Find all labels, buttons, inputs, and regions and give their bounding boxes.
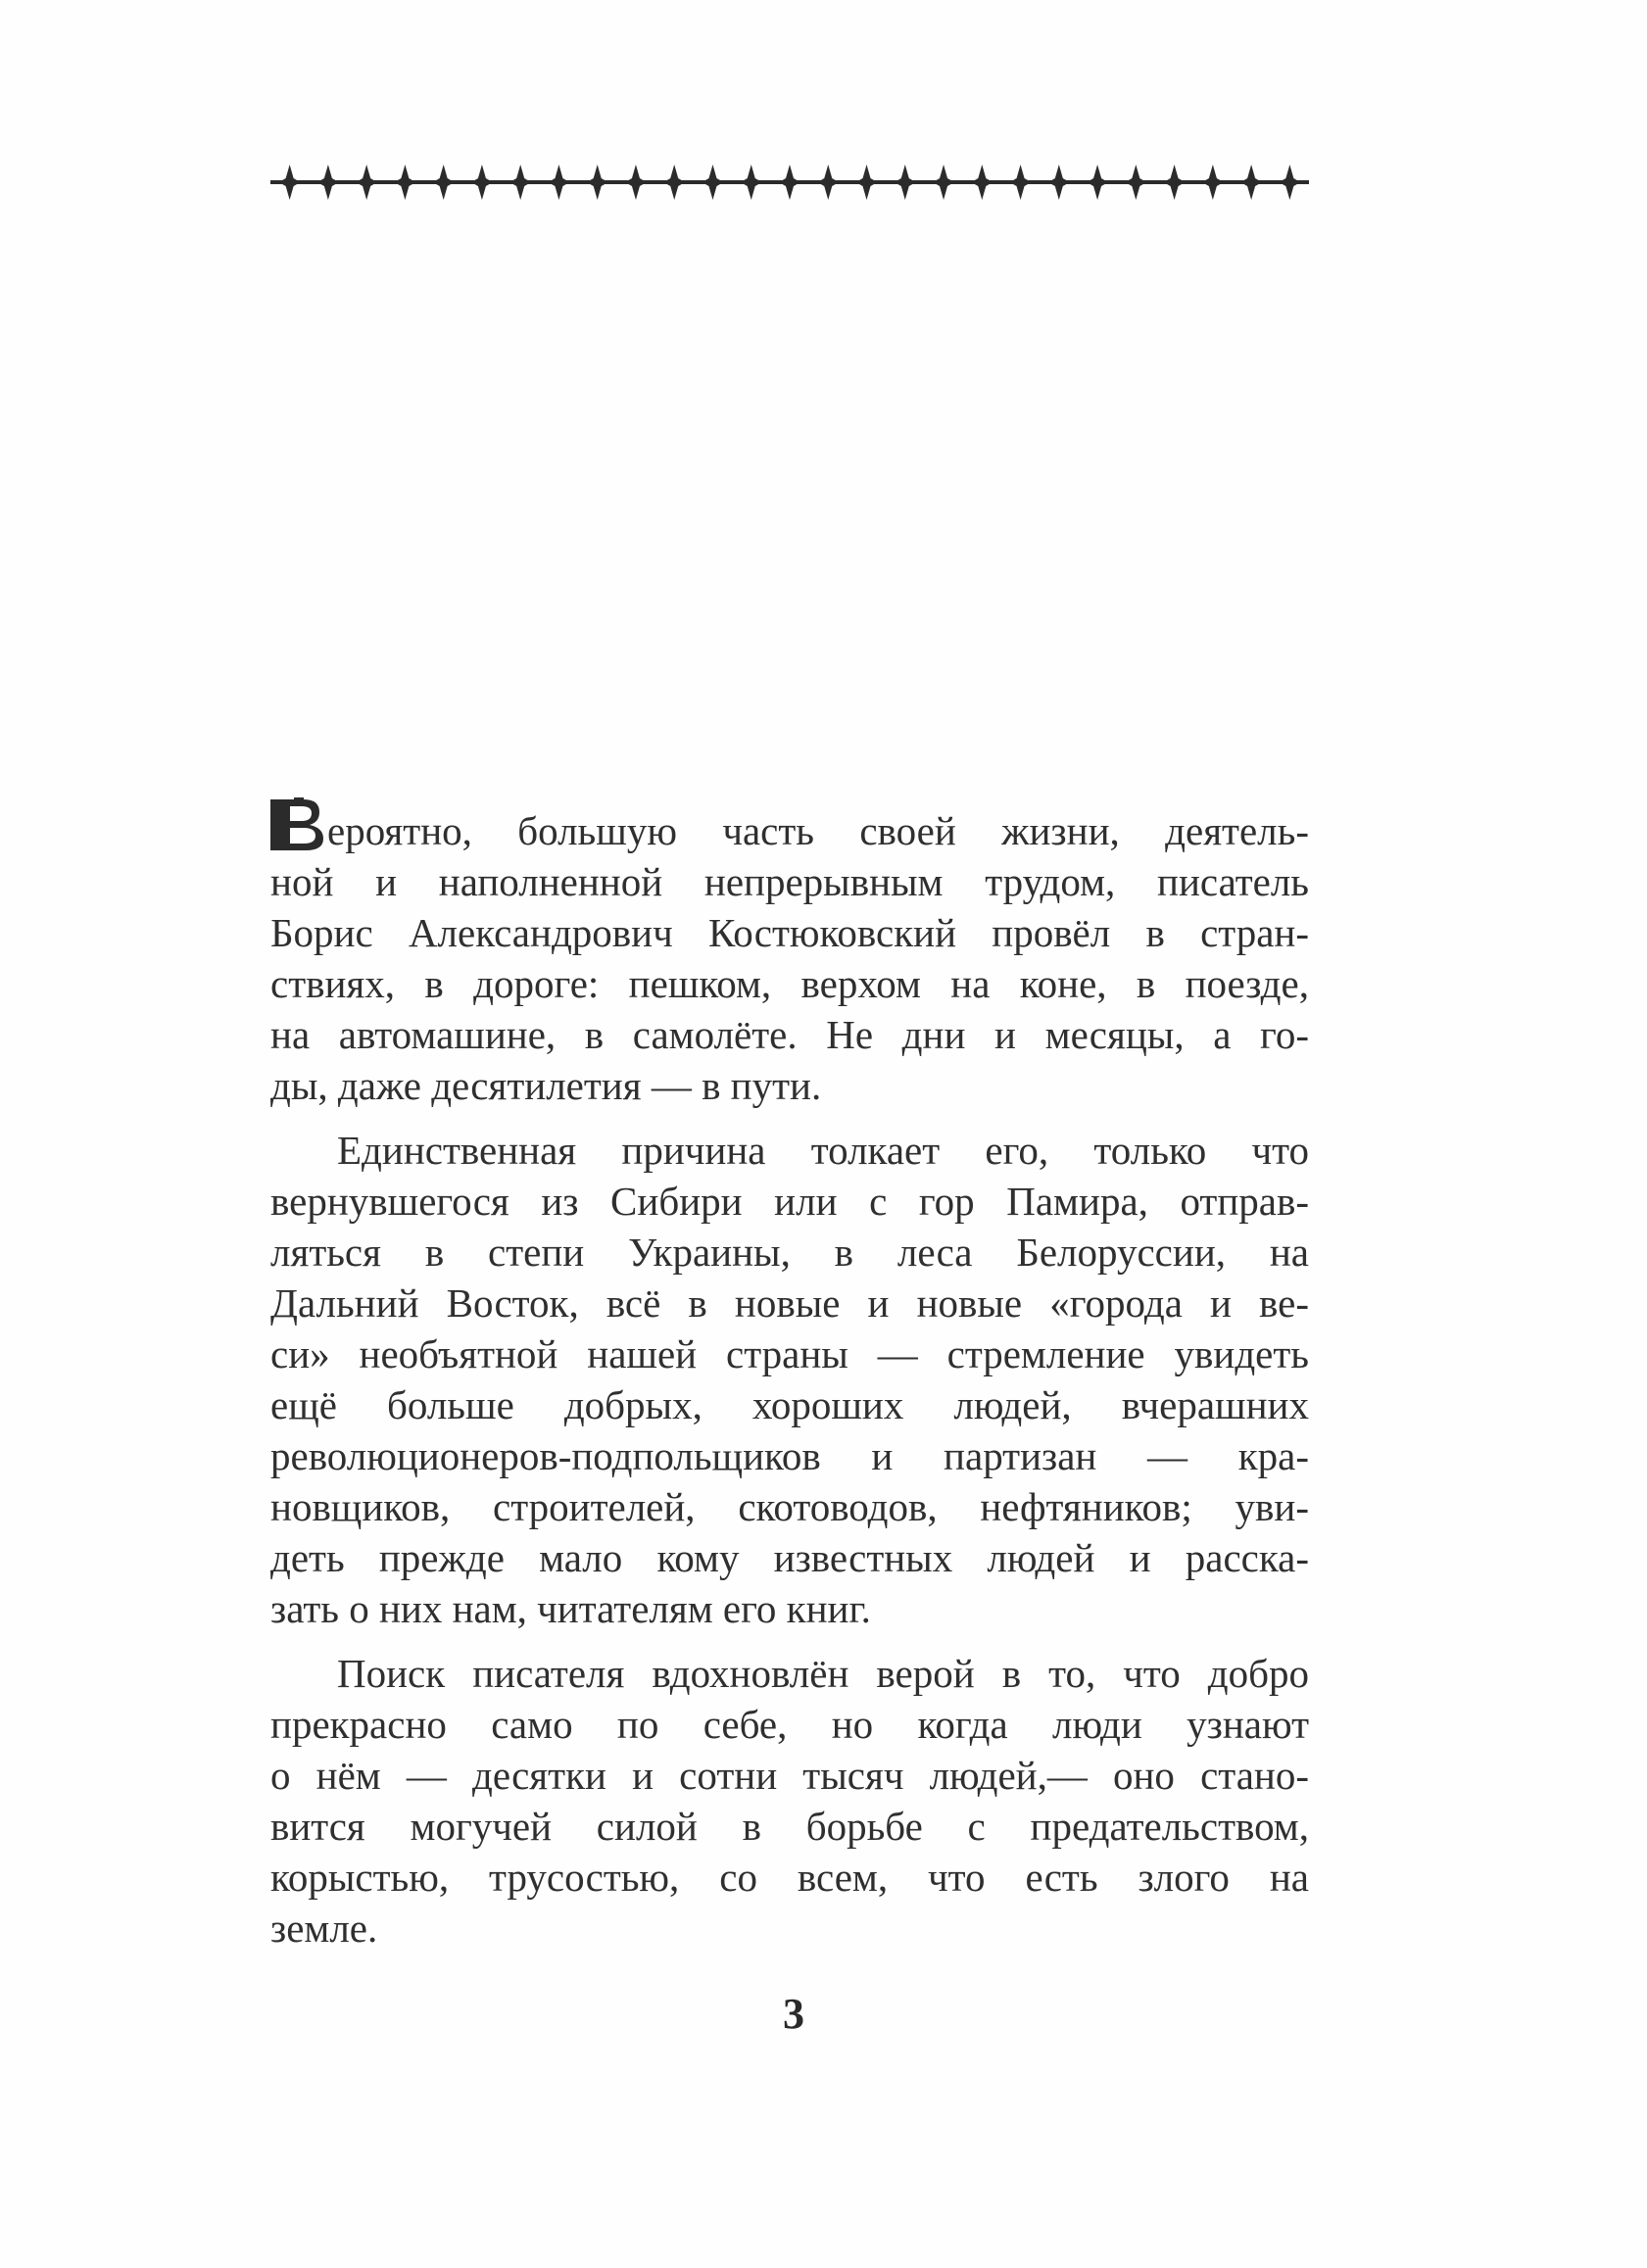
article-text [270, 797, 1309, 1954]
text-line: корыстью, трусостью, со всем, что есть злого на [270, 1855, 1309, 1900]
ornament-diamond-icon [1087, 165, 1108, 200]
page-number: 3 [783, 1990, 804, 2038]
ornament-diamond-icon [471, 165, 493, 200]
ornament-diamond-icon [1240, 165, 1262, 200]
diamond-cross-border-icon [270, 161, 1309, 204]
ornament-diamond-icon [779, 165, 800, 200]
ornament-diamond-icon [817, 165, 839, 200]
ornament-diamond-icon [1125, 165, 1146, 200]
ornament-diamond-icon [663, 165, 685, 200]
ornament-diamond-icon [895, 165, 916, 200]
ornament-diamond-icon [1010, 165, 1032, 200]
ornament-diamond-icon [1164, 165, 1186, 200]
text-line: ды, даже десятилетия — в пути. [270, 1063, 822, 1108]
ornament-diamond-icon [1048, 165, 1070, 200]
ornament-diamond-icon [933, 165, 954, 200]
ornament-diamond-icon [1279, 165, 1300, 200]
ornament-diamond-icon [509, 165, 531, 200]
text-line [270, 797, 1309, 856]
text-line: ной и наполненной непрерывным трудом, писатель [270, 859, 1309, 904]
text-line: новщиков, строителей, скотоводов, нефтяников; уви- [270, 1484, 1309, 1529]
ornament-diamond-icon [433, 165, 455, 200]
text-line: ляться в степи Украины, в леса Белоруссии, на [270, 1230, 1309, 1275]
ornament-border [270, 161, 1309, 204]
text-line: Поиск писателя вдохновлён верой в то, что добро [337, 1651, 1309, 1696]
paragraph-3 [270, 1648, 1309, 1954]
text-line: о нём — десятки и сотни тысяч людей,— оно стано- [270, 1753, 1309, 1798]
ornament-diamond-icon [1202, 165, 1224, 200]
text-line: ствиях, в дороге: пешком, верхом на коне, в поезде, [270, 961, 1309, 1006]
ornament-diamond-icon [356, 165, 377, 200]
ornament-diamond-icon [317, 165, 339, 200]
ornament-diamond-icon [279, 165, 301, 200]
text-line: Борис Александрович Костюковский провёл в стран- [270, 910, 1309, 955]
paragraph-1 [270, 797, 1309, 1111]
paragraph-2 [270, 1125, 1309, 1634]
line-text: ероятно, большую часть своей жизни, деятель- [327, 808, 1309, 853]
text-line: революционеров-подпольщиков и партизан — кра- [270, 1433, 1309, 1478]
ornament-diamond-icon [625, 165, 647, 200]
drop-cap [270, 797, 325, 852]
ornament-diamond-icon [394, 165, 415, 200]
ornament-diamond-icon [856, 165, 878, 200]
drop-cap-letter-icon [270, 797, 325, 852]
text-line: ещё больше добрых, хороших людей, вчерашних [270, 1382, 1309, 1427]
text-line: вится могучей силой в борьбе с предательством, [270, 1804, 1309, 1849]
ornament-diamond-icon [971, 165, 993, 200]
text-line: вернувшегося из Сибири или с гор Памира, отправ- [270, 1179, 1309, 1224]
text-line: деть прежде мало кому известных людей и расска- [270, 1535, 1309, 1580]
text-line: Единственная причина толкает его, только что [337, 1128, 1309, 1173]
ornament-diamond-icon [587, 165, 608, 200]
ornament-diamond-icon [548, 165, 569, 200]
ornament-diamond-icon [741, 165, 762, 200]
text-line: зать о них нам, читателям его книг. [270, 1586, 871, 1631]
text-line: Дальний Восток, всё в новые и новые «города и ве- [270, 1280, 1309, 1326]
text-line: си» необъятной нашей страны — стремление увидеть [270, 1331, 1309, 1376]
text-line: прекрасно само по себе, но когда люди узнают [270, 1702, 1309, 1747]
ornament-diamond-icon [702, 165, 723, 200]
text-line: земле. [270, 1906, 378, 1951]
text-line: на автомашине, в самолёте. Не дни и месяцы, а го- [270, 1012, 1309, 1057]
